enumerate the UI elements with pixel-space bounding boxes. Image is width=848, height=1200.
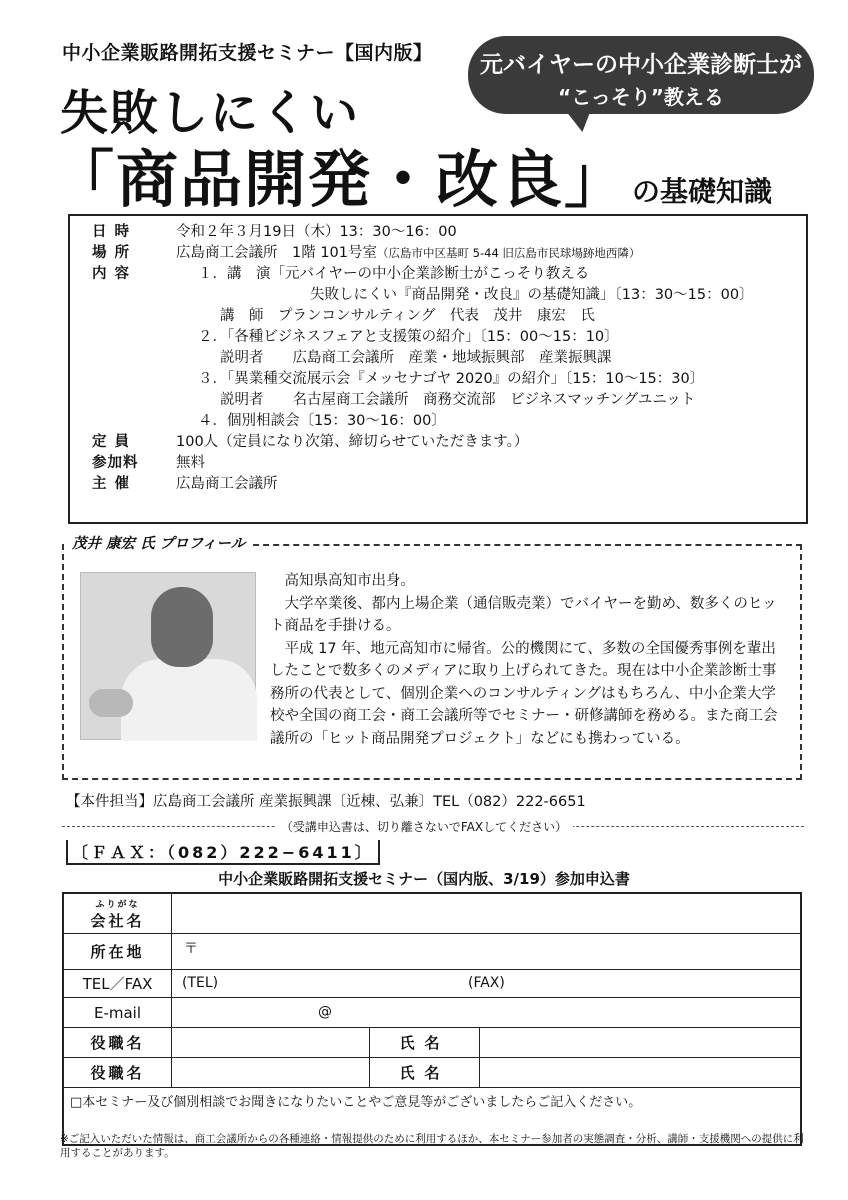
date-row [92,222,796,243]
email-label: E-mail [64,998,172,1027]
capacity-row [92,432,796,453]
place-row [92,243,796,264]
capacity-value: 100人（定員になり次第、締切らせていただきます。） [176,434,529,450]
profile-title: 茂井 康宏 氏 プロフィール [64,532,253,553]
content-item-3a: ３．「異業種交流展示会『メッセナゴヤ 2020』の紹介」〔15：10〜15：30〕 [198,371,705,387]
attendee-row-2 [64,1058,800,1088]
title-line-2 [52,130,772,219]
company-label-text: 会社名 [90,911,145,930]
contact-line: 【本件担当】広島商工会議所 産業振興課〔近棟、弘兼〕TEL（082）222-6651 [66,794,586,810]
attendee-cells-2 [172,1058,800,1087]
name-field-2[interactable] [480,1058,800,1087]
title-suffix: の基礎知識 [632,175,773,208]
name-label-1: 氏名 [370,1028,480,1057]
content-item-2b: 説明者 広島商工会議所 産業・地域振興部 産業振興課 [220,350,612,366]
host-value: 広島商工会議所 [176,476,278,492]
telfax-row [64,970,800,998]
bubble-line-1: 元バイヤーの中小企業診断士が [480,52,802,78]
position-field-1[interactable] [172,1028,370,1057]
form-title: 中小企業販路開拓支援セミナー（国内版、3/19）参加申込書 [218,870,630,888]
company-row [64,894,800,934]
place-note: （広島市中区基町 5-44 旧広島市民球場跡地西隣） [377,246,641,260]
place-value [176,243,796,264]
title-main: 「商品開発・改良」 [52,143,629,216]
application-form [62,892,802,1146]
place-text: 広島商工会議所 1階 101号室 [176,245,378,261]
at-mark: @ [318,1004,332,1020]
date-label: 日時 [92,224,137,240]
address-row [64,934,800,970]
email-field[interactable] [172,998,800,1027]
content-item-2a: ２．「各種ビジネスフェアと支援策の紹介」〔15：00〜15：10〕 [198,329,619,345]
speech-bubble [468,36,814,114]
fee-label: 参加料 [92,455,139,471]
info-box [68,214,808,524]
bubble-line-2: “こっそり”教える [558,85,724,109]
name-field-1[interactable] [480,1028,800,1057]
content-row [92,264,796,285]
address-field[interactable] [172,934,800,969]
furigana-label: ふりがな [95,899,140,910]
comment-field[interactable]: □本セミナー及び個別相談でお聞きになりたいことやご意見等がございましたらご記入ください。 [70,1095,642,1110]
place-label: 場所 [92,245,137,261]
tel-prefix: (TEL) [182,975,219,991]
attendee-cells-1 [172,1028,800,1057]
name-label-2: 氏名 [370,1058,480,1087]
footer-note: ※ご記入いただいた情報は、商工会議所からの各種連絡・情報提供のために利用するほか、本セミナー参加者の実態調査・分析、講師・支援機関への提供に利用することがあります。 [60,1133,804,1159]
content-item-1c: 講 師 プランコンサルティング 代表 茂井 康宏 氏 [220,308,595,324]
postal-mark: 〒 [184,941,198,957]
content-item-1a: １．講 演「元バイヤーの中小企業診断士がこっそり教える [198,266,590,282]
address-label: 所在地 [64,934,172,969]
profile-paragraph-1: 高知県高知市出身。 [284,573,415,589]
host-label: 主催 [92,476,137,492]
profile-box [62,536,802,780]
pre-title: 中小企業販路開拓支援セミナー【国内版】 [62,42,433,64]
speaker-photo [80,572,256,740]
profile-paragraph-2: 大学卒業後、都内上場企業（通信販売業）でバイヤーを勤め、数多くのヒット商品を手掛ける。 [270,595,777,634]
content-item-1b: 失敗しにくい『商品開発・改良』の基礎知識」〔13：30〜15：00〕 [310,287,754,303]
fax-prefix: (FAX) [468,975,505,991]
email-row [64,998,800,1028]
profile-paragraph-3: 平成 17 年、地元高知市に帰省。公的機関にて、多数の全国優秀事例を輩出したことで数多くのメディアに取り上げられてきた。現在は中小企業診断士事務所の代表として、個別企業へのコンサルティングはもちろん、中小企業大学校や全国の商工会・商工会議所等でセミナー・研修講師を務める。また商工会議所の「ヒット商品開発プロジェクト」などにも携わっている。 [270,640,778,747]
cut-note-text: （受講申込書は、切り離さないでFAXしてください） [275,820,573,834]
title-line-1: 失敗しにくい [60,85,361,141]
content-item-3b: 説明者 名古屋商工会議所 商務交流部 ビジネスマッチングユニット [220,392,696,408]
fax-number: 〔ＦＡＸ：（082）222−6411〕 [66,840,380,865]
telfax-label: TEL／FAX [64,970,172,997]
attendee-row-1 [64,1028,800,1058]
company-field[interactable] [172,894,800,933]
fee-value: 無料 [176,455,205,471]
position-label-2: 役職名 [64,1058,172,1087]
host-row [92,474,796,495]
cut-note [0,818,848,835]
capacity-label: 定員 [92,434,137,450]
profile-text [270,570,790,750]
company-label [64,894,172,933]
content-item-4: ４．個別相談会〔15：30〜16：00〕 [198,413,446,429]
telfax-field[interactable] [172,970,800,997]
fee-row [92,453,796,474]
content-label: 内容 [92,266,137,282]
position-label-1: 役職名 [64,1028,172,1057]
position-field-2[interactable] [172,1058,370,1087]
date-value: 令和２年３月19日（木）13：30〜16：00 [176,224,457,240]
